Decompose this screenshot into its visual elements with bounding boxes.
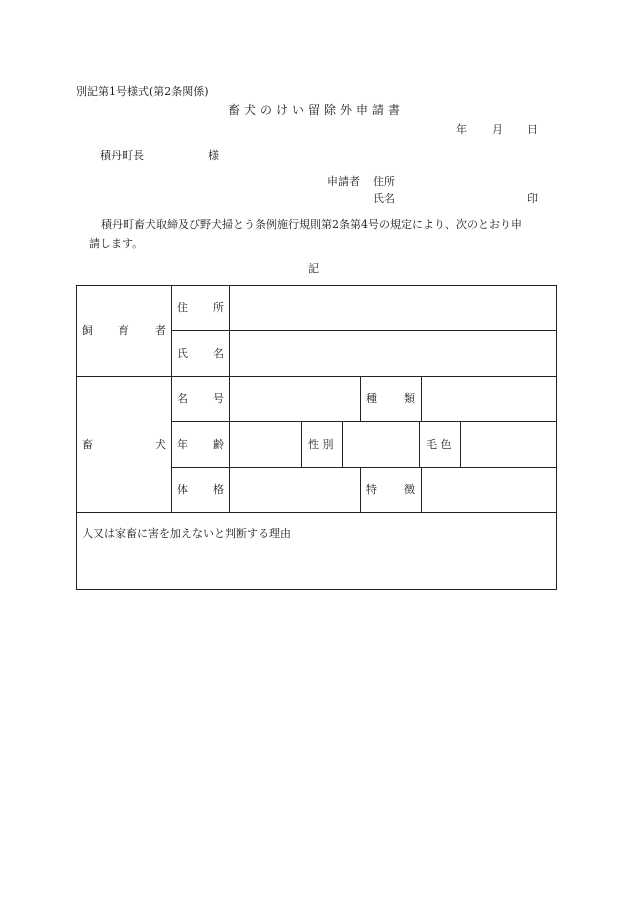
table-border-right [556, 285, 557, 590]
table-divider-vertical [171, 285, 172, 513]
owner-address-label-char: 所 [213, 301, 224, 314]
owner-group-label-char: 者 [155, 324, 166, 337]
features-label-char: 特 [366, 483, 377, 496]
owner-group-label-char: 育 [118, 324, 129, 337]
features-field[interactable] [422, 468, 556, 512]
breed-label-char: 種 [366, 392, 377, 405]
applicant-name-field[interactable] [400, 189, 520, 205]
reason-field[interactable] [77, 543, 556, 588]
addressee-name: 積丹町長 [100, 149, 144, 162]
dog-group-label-char: 畜 [82, 438, 93, 451]
table-divider-vertical [419, 421, 420, 467]
owner-name-field[interactable] [230, 331, 556, 376]
date-month-label: 月 [492, 123, 503, 136]
owner-address-label-char: 住 [177, 301, 188, 314]
body-text-line2: 請します。 [89, 237, 144, 250]
date-day-label: 日 [527, 123, 538, 136]
sex-label: 性 別 [308, 438, 334, 451]
ki-heading: 記 [308, 262, 319, 275]
form-number: 別記第1号様式(第2条関係) [76, 85, 209, 98]
table-divider-vertical [360, 467, 361, 513]
form-title: 畜犬のけい留除外申請書 [228, 103, 405, 117]
age-label-char: 齢 [213, 438, 224, 451]
breed-label-char: 類 [404, 392, 415, 405]
addressee-honorific: 様 [208, 149, 219, 162]
owner-name-label-char: 名 [213, 347, 224, 360]
owner-address-field[interactable] [230, 286, 556, 330]
age-field[interactable] [230, 422, 301, 467]
dog-group-label-char: 犬 [155, 438, 166, 451]
body-text-line1: 積丹町畜犬取締及び野犬掃とう条例施行規則第2条第4号の規定により、次のとおり申 [101, 218, 522, 231]
coat-color-field[interactable] [461, 422, 556, 467]
applicant-label: 申請者 [327, 175, 360, 188]
reason-label: 人又は家畜に害を加えないと判断する理由 [82, 527, 291, 540]
physique-label-char: 格 [213, 483, 224, 496]
table-divider [76, 512, 557, 513]
application-table [76, 285, 557, 590]
date-year-label: 年 [456, 123, 467, 136]
dog-name-label-char: 号 [213, 392, 224, 405]
table-divider-vertical [360, 376, 361, 422]
dog-name-label-char: 名 [177, 392, 188, 405]
owner-group-label-char: 飼 [82, 324, 93, 337]
physique-field[interactable] [230, 468, 360, 512]
applicant-name-label: 氏名 [373, 192, 395, 205]
coat-color-label: 毛 色 [426, 438, 452, 451]
table-divider-vertical [301, 421, 302, 467]
seal-mark: 印 [527, 192, 538, 205]
breed-field[interactable] [422, 377, 556, 421]
sex-field[interactable] [343, 422, 419, 467]
age-label-char: 年 [177, 438, 188, 451]
applicant-address-label: 住所 [373, 175, 395, 188]
applicant-address-field[interactable] [400, 172, 550, 188]
owner-name-label-char: 氏 [177, 347, 188, 360]
features-label-char: 徴 [404, 483, 415, 496]
table-border-bottom [76, 589, 557, 590]
physique-label-char: 体 [177, 483, 188, 496]
dog-name-field[interactable] [230, 377, 360, 421]
